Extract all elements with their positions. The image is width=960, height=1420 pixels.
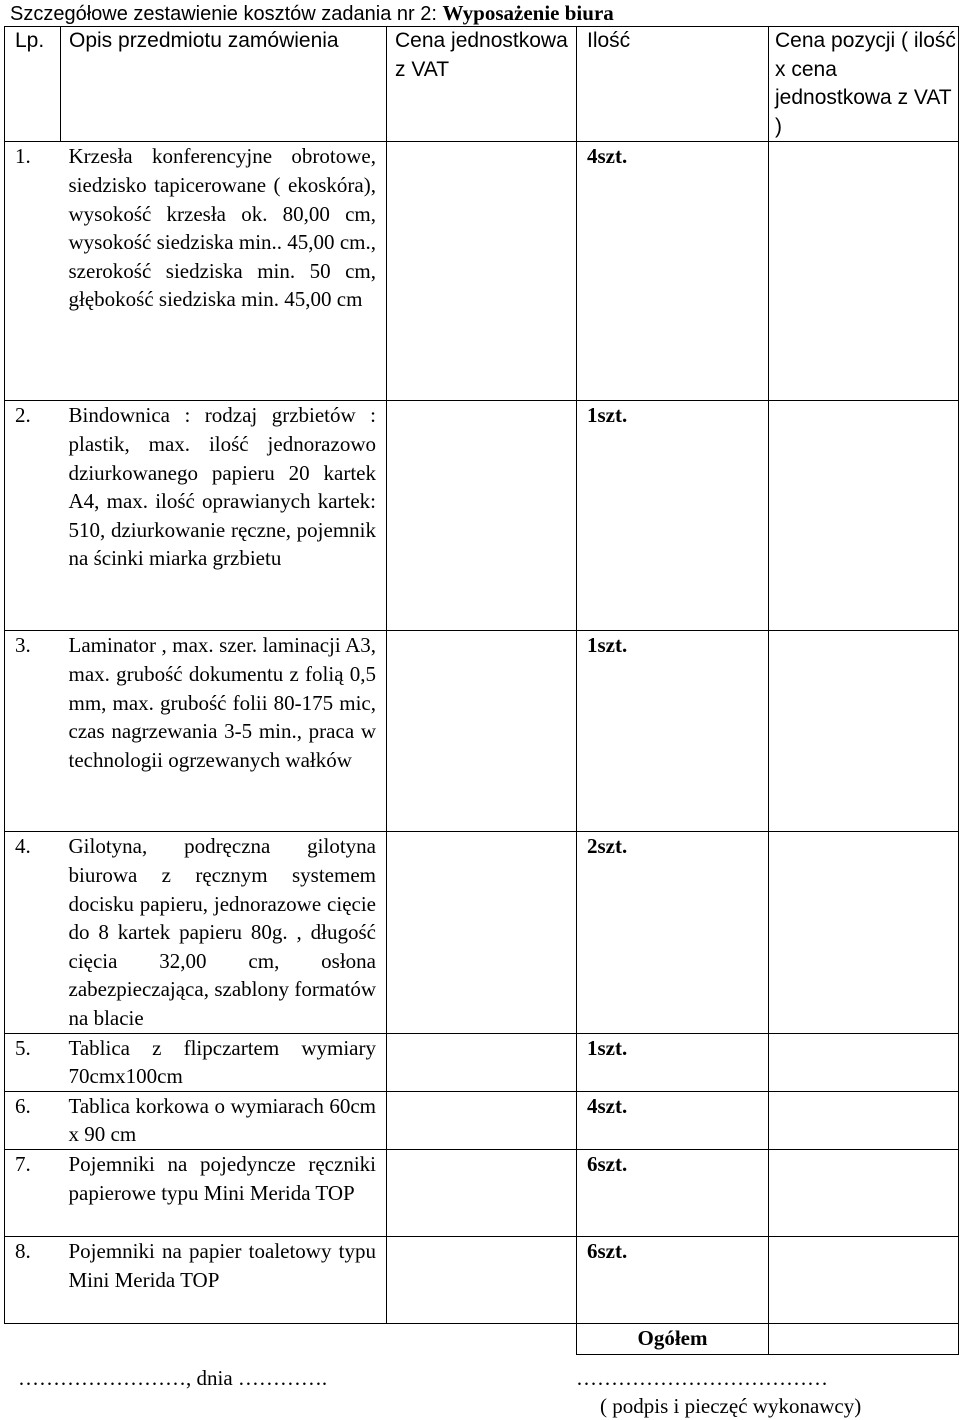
row-unit-price	[387, 1033, 577, 1091]
row-description: Tablica korkowa o wymiarach 60cm x 90 cm	[61, 1091, 387, 1149]
header-unit-price: Cena jednostkowa z VAT	[387, 27, 577, 142]
table-row	[5, 631, 959, 832]
table-row	[5, 401, 959, 631]
summary-row	[5, 1323, 959, 1354]
row-description: Tablica z flipczartem wymiary 70cmx100cm	[61, 1033, 387, 1091]
place-date-line: ……………………, dnia ………….	[18, 1366, 328, 1390]
row-description: Pojemniki na papier toaletowy typu Mini Merida TOP	[61, 1236, 387, 1323]
row-position-price	[769, 631, 959, 832]
table-row	[5, 832, 959, 1033]
document-title	[10, 0, 614, 26]
summary-value	[769, 1323, 959, 1354]
row-quantity: 1szt.	[577, 401, 769, 631]
row-quantity: 4szt.	[577, 142, 769, 401]
row-quantity: 4szt.	[577, 1091, 769, 1149]
table-row	[5, 1033, 959, 1091]
row-position-price	[769, 1149, 959, 1236]
signature-block	[576, 1364, 862, 1418]
row-lp: 3.	[5, 631, 61, 832]
row-quantity: 1szt.	[577, 1033, 769, 1091]
header-lp: Lp.	[5, 27, 61, 142]
row-unit-price	[387, 1149, 577, 1236]
summary-spacer	[5, 1323, 577, 1354]
row-position-price	[769, 1091, 959, 1149]
row-lp: 7.	[5, 1149, 61, 1236]
row-unit-price	[387, 1236, 577, 1323]
signature-line: ………………………………	[576, 1366, 828, 1390]
row-lp: 4.	[5, 832, 61, 1033]
title-bold: Wyposażenie biura	[442, 1, 614, 25]
row-lp: 1.	[5, 142, 61, 401]
table-header-row	[5, 27, 959, 142]
row-position-price	[769, 832, 959, 1033]
row-lp: 8.	[5, 1236, 61, 1323]
row-position-price	[769, 401, 959, 631]
row-unit-price	[387, 631, 577, 832]
row-description: Laminator , max. szer. laminacji A3, max. grubość dokumentu z folią 0,5 mm, max. grubość folii 80-175 mic, czas nagrzewania 3-5 min., praca w technologii ogrzewanych wałków	[61, 631, 387, 832]
row-unit-price	[387, 832, 577, 1033]
row-lp: 5.	[5, 1033, 61, 1091]
row-description: Pojemniki na pojedyncze ręczniki papierowe typu Mini Merida TOP	[61, 1149, 387, 1236]
row-description: Gilotyna, podręczna gilotyna biurowa z ręcznym systemem docisku papieru, jednorazowe cięcie do 8 kartek papieru 80g. , długość cięcia 32,00 cm, osłona zabezpieczająca, szablony formatów na blacie	[61, 832, 387, 1033]
table-row	[5, 1091, 959, 1149]
header-quantity: Ilość	[577, 27, 769, 142]
row-lp: 2.	[5, 401, 61, 631]
header-description: Opis przedmiotu zamówienia	[61, 27, 387, 142]
table-row	[5, 1149, 959, 1236]
table-row	[5, 1236, 959, 1323]
row-quantity: 2szt.	[577, 832, 769, 1033]
row-description: Bindownica : rodzaj grzbietów : plastik, max. ilość jednorazowo dziurkowanego papieru 20 kartek A4, max. ilość oprawianych kartek: 510, dziurkowanie ręczne, pojemnik na ścinki miarka grzbietu	[61, 401, 387, 631]
row-quantity: 6szt.	[577, 1236, 769, 1323]
row-position-price	[769, 1033, 959, 1091]
row-position-price	[769, 1236, 959, 1323]
row-unit-price	[387, 401, 577, 631]
row-position-price	[769, 142, 959, 401]
row-lp: 6.	[5, 1091, 61, 1149]
signature-label: ( podpis i pieczęć wykonawcy)	[600, 1394, 862, 1418]
cost-table	[4, 26, 959, 1355]
summary-label: Ogółem	[577, 1323, 769, 1354]
header-position-price: Cena pozycji ( ilość x cena jednostkowa z VAT )	[769, 27, 959, 142]
row-description: Krzesła konferencyjne obrotowe, siedzisko tapicerowane ( ekoskóra), wysokość krzesła ok. 80,00 cm, wysokość siedziska min.. 45,00 cm., szerokość siedziska min. 50 cm, głębokość siedziska min. 45,00 cm	[61, 142, 387, 401]
row-quantity: 1szt.	[577, 631, 769, 832]
row-unit-price	[387, 1091, 577, 1149]
row-quantity: 6szt.	[577, 1149, 769, 1236]
row-unit-price	[387, 142, 577, 401]
title-prefix: Szczegółowe zestawienie kosztów zadania nr 2:	[10, 3, 443, 25]
table-row	[5, 142, 959, 401]
